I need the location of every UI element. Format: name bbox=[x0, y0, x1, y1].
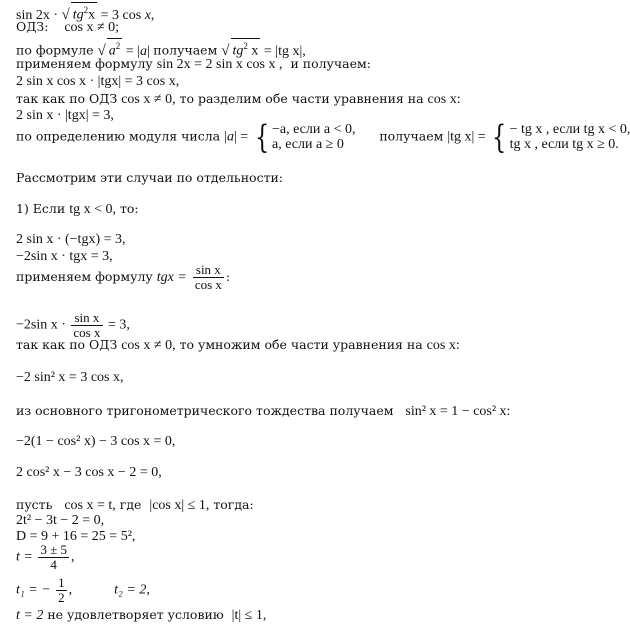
multiply-line bbox=[16, 337, 460, 353]
case-tg-negative: − tg x , если tg x < 0, bbox=[509, 122, 630, 137]
t-lhs: t = bbox=[16, 549, 33, 565]
double-angle-formula: sin 2x = 2 sin x cos x , bbox=[156, 57, 283, 72]
tangent-formula-line: применяем формулу tgx = $\frac{\text{sin x}}{\text{cos x}}$ : bbox=[16, 262, 231, 292]
equation-step-7: −2(1 − cos² x) − 3 cos x = 0, bbox=[16, 434, 176, 449]
roots-formula bbox=[16, 543, 74, 572]
fraction-roots bbox=[38, 543, 69, 572]
case-a-negative: −a, если a < 0, bbox=[272, 122, 356, 137]
text-tak-kak: так как по ОДЗ bbox=[16, 91, 118, 106]
equation-original: sin 2x · √ $tg^2x = 3$ cos x, bbox=[16, 2, 154, 23]
equation-step-3: 2 sin x · (−tgx) = 3, bbox=[16, 232, 126, 247]
case-a-positive: a, если a ≥ 0 bbox=[272, 137, 344, 152]
text-tak-kak-2: так как по ОДЗ bbox=[16, 337, 118, 352]
text-po-formule: по формуле bbox=[16, 42, 94, 58]
half-denominator: 2 bbox=[58, 590, 65, 605]
t-equals-2: t = 2 bbox=[16, 608, 44, 623]
cos-condition-2: cos x ≠ 0, bbox=[121, 338, 176, 353]
fraction-numerator: sin x bbox=[71, 311, 102, 326]
equation-step-4: −2sin x · tgx = 3, bbox=[16, 249, 113, 264]
roots-values bbox=[16, 576, 150, 605]
text-ne-udovletvoryaet: не удовлетворяет условию bbox=[47, 607, 224, 622]
pythagorean-identity: sin² x = 1 − cos² x: bbox=[405, 404, 511, 419]
text-iz-osnovnogo: из основного тригонометрического тождества получаем bbox=[16, 403, 394, 418]
step5-rhs: = 3, bbox=[108, 317, 130, 333]
cases-a: { −a, если a < 0, a, если a ≥ 0 bbox=[254, 118, 356, 156]
double-angle-line bbox=[16, 56, 371, 72]
text-primenyaem-2: применяем формулу bbox=[16, 269, 153, 284]
root-rejection-line bbox=[16, 607, 266, 623]
roots-denominator: 4 bbox=[50, 557, 57, 572]
text-i-poluchaem: и получаем: bbox=[290, 56, 371, 71]
discriminant: D = 9 + 16 = 25 = 5², bbox=[16, 529, 136, 544]
text-esli: 1) Если bbox=[16, 201, 66, 216]
domain-label: ОДЗ: bbox=[16, 19, 49, 34]
modulus-definition-line: по определению модуля числа |a| = { −a, если a < 0, a, если a ≥ 0 получаем |tg x| = { − tg x , если tg x < 0, tg x , если tg x ≥ 0. bbox=[16, 118, 630, 156]
equation-step-2: 2 sin x · |tgx| = 3, bbox=[16, 108, 114, 123]
divide-line bbox=[16, 91, 461, 107]
text-to: то: bbox=[119, 201, 139, 216]
tg-lhs: tgx = bbox=[156, 270, 187, 285]
text-primenyaem: применяем формулу bbox=[16, 56, 153, 71]
fraction-denominator: cos x bbox=[73, 325, 101, 340]
cos-bound: |cos x| ≤ 1, bbox=[149, 498, 210, 513]
text-poluchaem-2: получаем bbox=[379, 128, 444, 144]
step5-lhs: −2sin x · bbox=[16, 317, 66, 333]
case-tg-positive: tg x , если tg x ≥ 0. bbox=[509, 137, 619, 152]
fraction-denominator: cos x bbox=[194, 277, 222, 292]
fraction-numerator: sin x bbox=[193, 263, 224, 278]
case-1-heading bbox=[16, 201, 139, 217]
text-umnozhim: то умножим обе части уравнения на bbox=[179, 337, 423, 352]
cos-x-2: cos x: bbox=[426, 338, 460, 353]
substitution-line bbox=[16, 497, 254, 513]
section-intro: Рассмотрим эти случаи по отдельности: bbox=[16, 170, 284, 185]
case-1-condition: tg x < 0, bbox=[69, 202, 116, 217]
fraction-sin-cos-2 bbox=[71, 311, 102, 340]
roots-comma: , bbox=[70, 549, 75, 565]
equation-step-5 bbox=[16, 311, 130, 340]
cos-x: cos x: bbox=[427, 92, 461, 107]
formula-sqrt-line: по формуле √ $a^2 = |a|$ получаем √ $tg^2$ x = |tg x|, bbox=[16, 38, 306, 59]
t1-lhs: t₁ = − bbox=[16, 582, 51, 598]
t1-comma: , bbox=[68, 582, 73, 598]
t-bound: |t| ≤ 1, bbox=[231, 608, 267, 623]
t2-value: t₂ = 2, bbox=[114, 582, 150, 598]
roots-numerator: 3 ± 5 bbox=[40, 542, 67, 557]
equation-step-8: 2 cos² x − 3 cos x − 2 = 0, bbox=[16, 465, 162, 480]
cases-tg: { − tg x , если tg x < 0, tg x , если tg x ≥ 0. bbox=[492, 118, 630, 156]
equation-step-6: −2 sin² x = 3 cos x, bbox=[16, 370, 124, 385]
identity-line bbox=[16, 403, 510, 419]
equation-step-1: 2 sin x cos x · |tgx| = 3 cos x, bbox=[16, 74, 180, 89]
substitution: cos x = t, bbox=[64, 498, 116, 513]
domain-line bbox=[16, 19, 119, 35]
text-razdelim: то разделим обе части уравнения на bbox=[179, 91, 424, 106]
text-po-opredeleniyu: по определению модуля числа bbox=[16, 128, 221, 144]
text-togda: тогда: bbox=[213, 497, 254, 512]
domain-condition: cos x ≠ 0; bbox=[64, 20, 120, 35]
fraction-half bbox=[56, 576, 67, 605]
text-poluchaem: получаем bbox=[153, 42, 218, 58]
text-pust: пусть bbox=[16, 497, 53, 512]
quadratic-equation: 2t² − 3t − 2 = 0, bbox=[16, 513, 105, 528]
cos-condition: cos x ≠ 0, bbox=[121, 92, 176, 107]
text-gde: где bbox=[119, 497, 142, 512]
fraction-sin-cos bbox=[193, 263, 224, 292]
half-numerator: 1 bbox=[58, 575, 65, 590]
